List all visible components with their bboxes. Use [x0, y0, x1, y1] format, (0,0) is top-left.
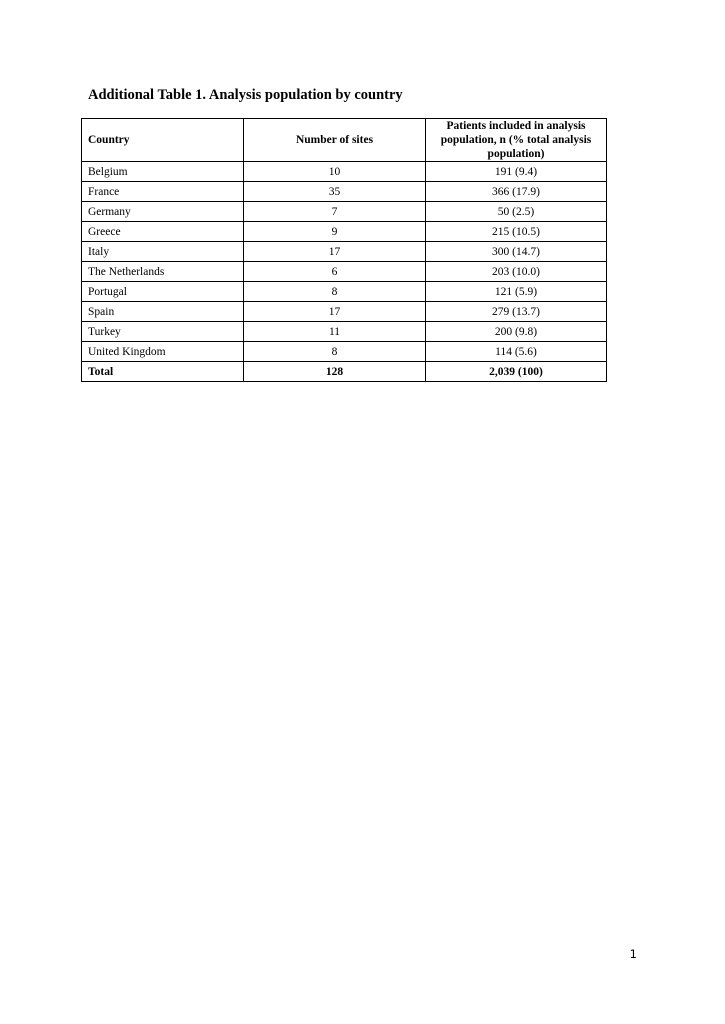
table-row: [82, 262, 607, 282]
table-row: [82, 322, 607, 342]
cell-patients: 203 (10.0): [426, 262, 607, 282]
cell-patients: 50 (2.5): [426, 202, 607, 222]
country-population-table: [81, 118, 607, 382]
table-row: [82, 182, 607, 202]
cell-country: The Netherlands: [82, 262, 244, 282]
cell-sites: 9: [244, 222, 426, 242]
cell-country: United Kingdom: [82, 342, 244, 362]
cell-patients: 300 (14.7): [426, 242, 607, 262]
cell-total-sites: 128: [244, 362, 426, 382]
cell-total-patients: 2,039 (100): [426, 362, 607, 382]
cell-sites: 17: [244, 302, 426, 322]
table-header-row: [82, 119, 607, 162]
header-patients-included: Patients included in analysis population, n (% total analysis population): [426, 119, 607, 162]
page-title: Additional Table 1. Analysis population by country: [88, 87, 403, 103]
header-country: Country: [82, 119, 244, 162]
cell-patients: 366 (17.9): [426, 182, 607, 202]
table-row: [82, 202, 607, 222]
cell-country: France: [82, 182, 244, 202]
table-total-row: [82, 362, 607, 382]
cell-sites: 8: [244, 342, 426, 362]
cell-total-label: Total: [82, 362, 244, 382]
page-number: 1: [629, 947, 637, 961]
cell-country: Portugal: [82, 282, 244, 302]
cell-patients: 191 (9.4): [426, 162, 607, 182]
cell-sites: 11: [244, 322, 426, 342]
table-row: [82, 302, 607, 322]
cell-sites: 35: [244, 182, 426, 202]
cell-patients: 114 (5.6): [426, 342, 607, 362]
table-row: [82, 242, 607, 262]
cell-sites: 7: [244, 202, 426, 222]
cell-country: Germany: [82, 202, 244, 222]
table-row: [82, 342, 607, 362]
cell-sites: 17: [244, 242, 426, 262]
table-row: [82, 162, 607, 182]
cell-sites: 10: [244, 162, 426, 182]
cell-country: Spain: [82, 302, 244, 322]
cell-sites: 6: [244, 262, 426, 282]
table-row: [82, 222, 607, 242]
cell-country: Greece: [82, 222, 244, 242]
cell-patients: 279 (13.7): [426, 302, 607, 322]
cell-country: Turkey: [82, 322, 244, 342]
cell-country: Belgium: [82, 162, 244, 182]
cell-patients: 215 (10.5): [426, 222, 607, 242]
table-row: [82, 282, 607, 302]
header-number-of-sites: Number of sites: [244, 119, 426, 162]
cell-patients: 121 (5.9): [426, 282, 607, 302]
cell-sites: 8: [244, 282, 426, 302]
cell-patients: 200 (9.8): [426, 322, 607, 342]
cell-country: Italy: [82, 242, 244, 262]
